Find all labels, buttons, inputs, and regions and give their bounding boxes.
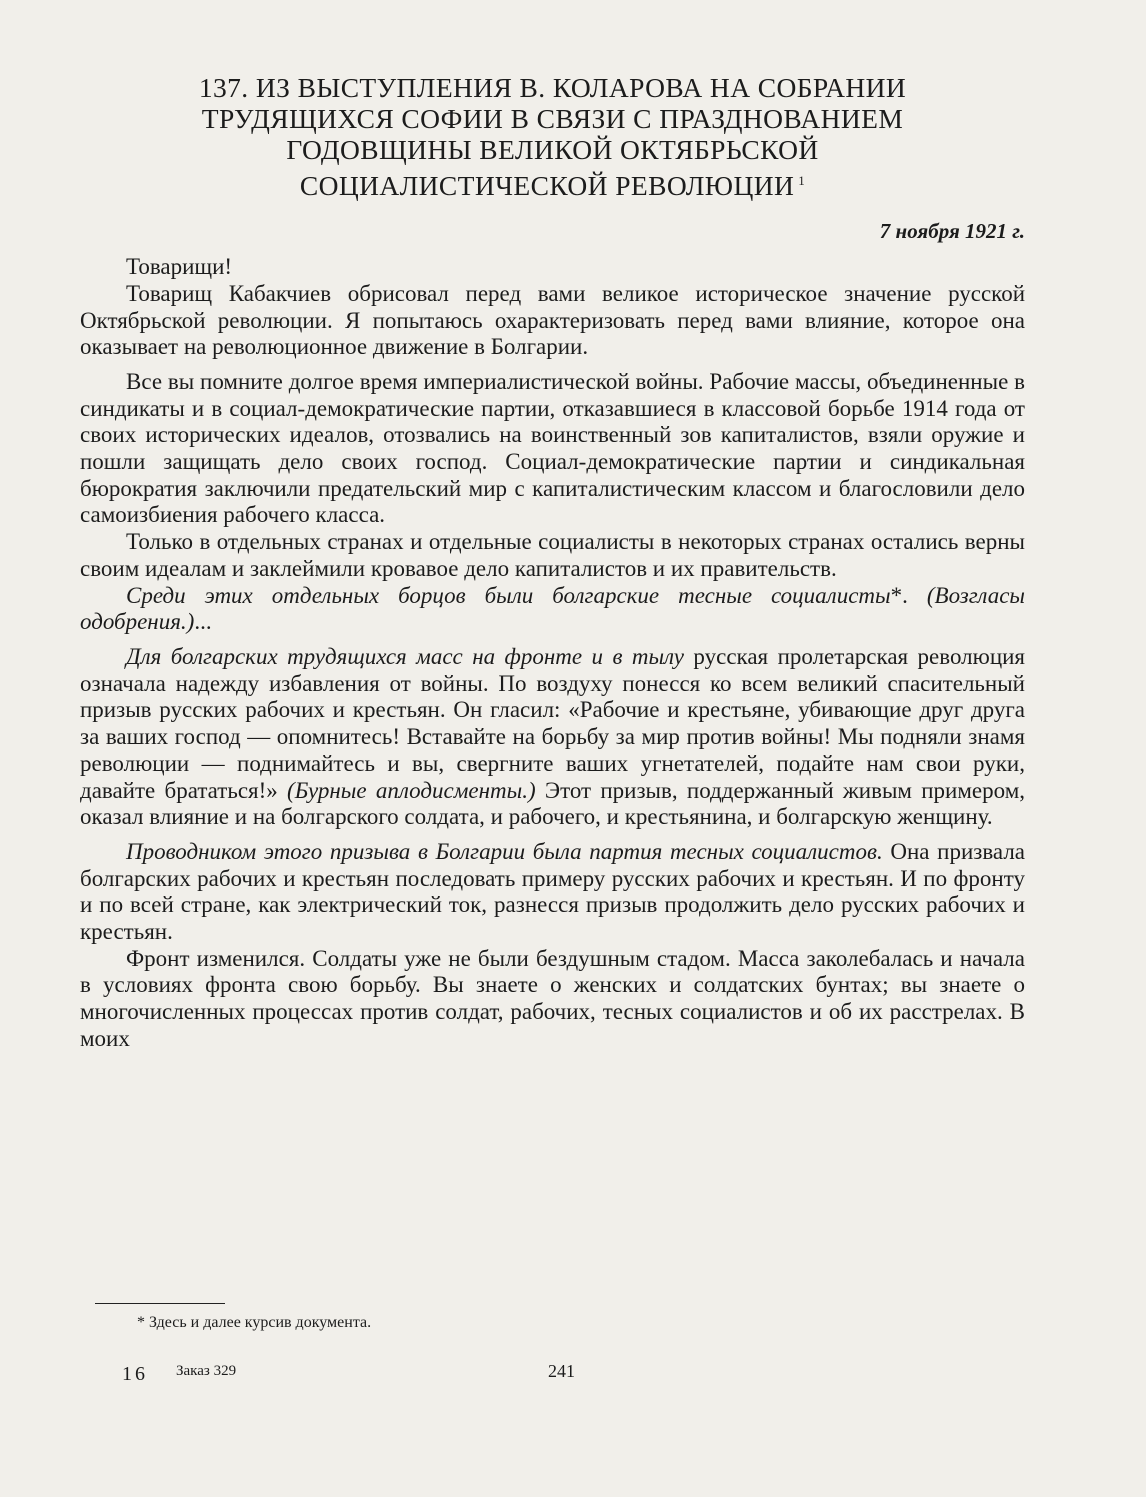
title-line: ТРУДЯЩИХСЯ СОФИИ В СВЯЗИ С ПРАЗДНОВАНИЕМ: [201, 103, 904, 134]
paragraph-4: [80, 583, 1025, 636]
footnote-divider: [95, 1303, 225, 1304]
paragraph-7: Фронт изменился. Солдаты уже не были бездушным стадом. Масса заколебалась и начала в условиях фронта свою борьбу. Вы знаете о женских и солдатских бунтах; вы знаете о многочисленных процессах против солдат, рабочих, тесных социалистов и об их расстрелах. В моих: [80, 945, 1025, 1051]
footnote-mark: *.: [890, 582, 908, 608]
paragraph-6: [80, 839, 1025, 946]
italic-text: Среди этих отдельных борцов были болгарские тесные социалисты: [126, 582, 891, 608]
page-number: 241: [548, 1361, 575, 1381]
paragraph-1: Товарищ Кабакчиев обрисовал перед вами великое историческое значение русской Октябрьской революции. Я попытаюсь охарактеризовать перед вами влияние, которое она оказывает на революционное движение в Болгарии.: [80, 280, 1025, 360]
title-note-mark: 1: [798, 173, 806, 188]
ellipsis: ...: [194, 609, 212, 635]
body-text: русская пролетарская революция означала надежду избавления от войны. По воздуху понесся ко всем великий спасительный призыв русских рабочих и крестьян. Он гласил: «Рабочие и крестьяне, убивающие друг друга за ваших господ — опомнитесь! Вставайте на борьбу за мир против войны! Мы подняли знамя революции — поднимайтесь и вы, свергните ваших угнетателей, подайте нам свои руки, давайте брататься!»: [80, 644, 1026, 803]
document-title: [80, 72, 1025, 201]
print-order: Заказ 329: [176, 1363, 237, 1379]
title-line: ГОДОВЩИНЫ ВЕЛИКОЙ ОКТЯБРЬСКОЙ: [286, 134, 819, 165]
paragraph-2: Все вы помните долгое время империалистической войны. Рабочие массы, объединенные в синдикаты и в социал-демократические партии, отказавшиеся в классовой борьбе 1914 года от своих исторических идеалов, отозвались на воинственный зов капиталистов, взяли оружие и пошли защищать дело своих господ. Социал-демократические партии и синдикальная бюрократия заключили предательский мир с капиталистическим классом и благословили дело самоизбиения рабочего класса.: [80, 368, 1025, 528]
italic-text: Проводником этого призыва в Болгарии была партия тесных социалистов.: [126, 838, 883, 864]
document-page: [80, 72, 1025, 1053]
title-line: [80, 165, 1025, 201]
italic-text: Для болгарских трудящихся масс на фронте и в тылу: [126, 644, 684, 669]
italic-text: (Возгласы одобрения.): [80, 582, 1026, 635]
signature-mark: 16: [122, 1363, 148, 1385]
paragraph-3: Только в отдельных странах и отдельные социалисты в некоторых странах остались верны своим идеалам и заклеймили кровавое дело капиталистов и их правительств.: [80, 529, 1025, 581]
footnote: * Здесь и далее курсив документа.: [137, 1314, 372, 1331]
title-line-text: СОЦИАЛИСТИЧЕСКОЙ РЕВОЛЮЦИИ: [299, 170, 795, 202]
title-line: 137. ИЗ ВЫСТУПЛЕНИЯ В. КОЛАРОВА НА СОБРАНИИ: [198, 72, 907, 103]
speech-date: 7 ноября 1921 г.: [879, 219, 1025, 244]
paragraph-5: [80, 644, 1025, 831]
italic-text: (Бурные аплодисменты.): [287, 777, 536, 803]
greeting: Товарищи!: [126, 254, 233, 280]
body-text: Она призвала болгарских рабочих и крестьян последовать примеру русских рабочих и крестьян. И по фронту и по всей стране, как электрический ток, разнесся призыв продолжить дело русских рабочих и крестьян.: [80, 838, 1026, 945]
body-text: Этот призыв, поддержанный живым примером, оказал влияние и на болгарского солдата, и рабочего, и крестьянина, и болгарскую женщину.: [80, 777, 1025, 830]
